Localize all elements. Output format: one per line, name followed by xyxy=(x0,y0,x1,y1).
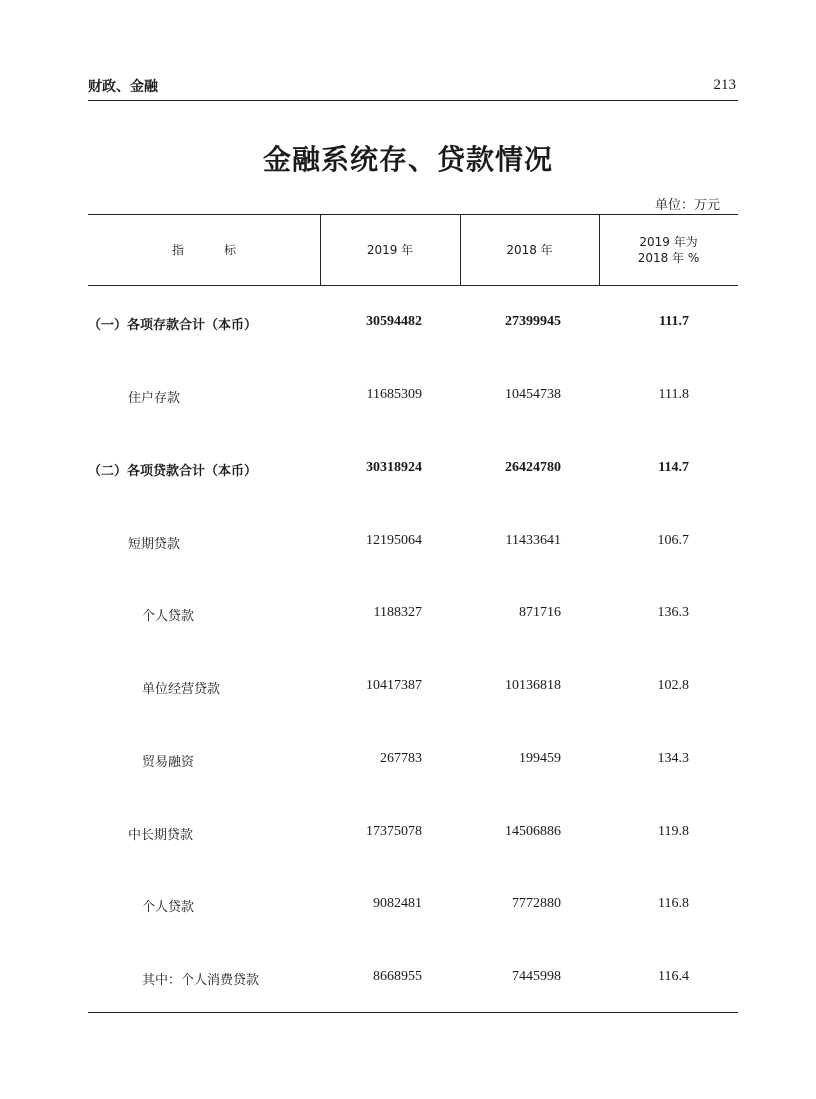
column-header-2018: 2018 年 xyxy=(506,242,553,257)
table-row xyxy=(88,896,738,920)
table-row xyxy=(88,678,738,702)
row-label: 贸易融资 xyxy=(142,755,195,770)
value-2018: 871716 xyxy=(519,605,561,620)
row-label: 个人贷款 xyxy=(142,609,195,624)
row-label: 单位经营贷款 xyxy=(142,682,221,697)
column-header-indicator: 指 标 xyxy=(171,242,250,257)
value-2019: 267783 xyxy=(380,751,422,766)
table-row xyxy=(88,387,738,411)
value-2019: 10417387 xyxy=(366,678,422,693)
value-ratio: 134.3 xyxy=(657,751,689,766)
header-rule xyxy=(88,100,738,101)
value-2018: 14506886 xyxy=(505,824,561,839)
section-title: 财政、金融 xyxy=(88,79,158,95)
row-label: 短期贷款 xyxy=(128,537,181,552)
value-ratio: 102.8 xyxy=(657,678,689,693)
value-ratio: 119.8 xyxy=(658,824,689,839)
value-2018: 27399945 xyxy=(505,314,561,329)
table-row xyxy=(88,605,738,629)
table-header xyxy=(88,214,738,285)
table-row xyxy=(88,460,738,484)
value-2019: 30594482 xyxy=(366,314,422,329)
column-divider xyxy=(599,214,600,285)
table-row xyxy=(88,533,738,557)
value-2019: 12195064 xyxy=(366,533,422,548)
value-ratio: 106.7 xyxy=(657,533,689,548)
value-ratio: 114.7 xyxy=(658,460,689,475)
value-2018: 7445998 xyxy=(512,969,561,984)
value-2019: 9082481 xyxy=(373,896,422,911)
row-label: 中长期贷款 xyxy=(128,828,194,843)
column-divider xyxy=(320,214,321,285)
column-header-2019: 2019 年 xyxy=(366,242,414,257)
page-number: 213 xyxy=(713,77,736,93)
ratio-header-line2: 2018 年 % xyxy=(637,250,700,265)
table-header-rule xyxy=(88,285,738,286)
row-label: （一）各项存款合计（本币） xyxy=(88,318,258,333)
page-title: 金融系统存、贷款情况 xyxy=(262,143,553,176)
row-label: 其中：个人消费贷款 xyxy=(142,973,260,988)
value-2018: 7772880 xyxy=(512,896,561,911)
row-label: （二）各项贷款合计（本币） xyxy=(88,464,258,479)
column-header-ratio xyxy=(599,214,738,285)
value-ratio: 111.7 xyxy=(659,314,689,329)
value-2019: 11685309 xyxy=(366,387,422,402)
value-2018: 10136818 xyxy=(505,678,561,693)
value-ratio: 136.3 xyxy=(657,605,689,620)
value-2018: 10454738 xyxy=(505,387,561,402)
table-row xyxy=(88,969,738,993)
value-2019: 30318924 xyxy=(366,460,422,475)
table-bottom-rule xyxy=(88,1012,738,1013)
unit-label: 单位：万元 xyxy=(654,198,720,213)
value-2018: 199459 xyxy=(519,751,561,766)
table-row xyxy=(88,314,738,338)
value-2019: 8668955 xyxy=(373,969,422,984)
value-2019: 1188327 xyxy=(373,605,422,620)
value-2018: 11433641 xyxy=(505,533,561,548)
page-header xyxy=(88,76,736,100)
row-label: 住户存款 xyxy=(128,391,181,406)
column-divider xyxy=(460,214,461,285)
row-label: 个人贷款 xyxy=(142,900,195,915)
table-row xyxy=(88,751,738,775)
value-2018: 26424780 xyxy=(505,460,561,475)
value-ratio: 116.8 xyxy=(658,896,689,911)
table-row xyxy=(88,824,738,848)
ratio-header-line1: 2019 年为 xyxy=(639,234,698,249)
value-ratio: 111.8 xyxy=(658,387,689,402)
value-2019: 17375078 xyxy=(366,824,422,839)
value-ratio: 116.4 xyxy=(658,969,689,984)
